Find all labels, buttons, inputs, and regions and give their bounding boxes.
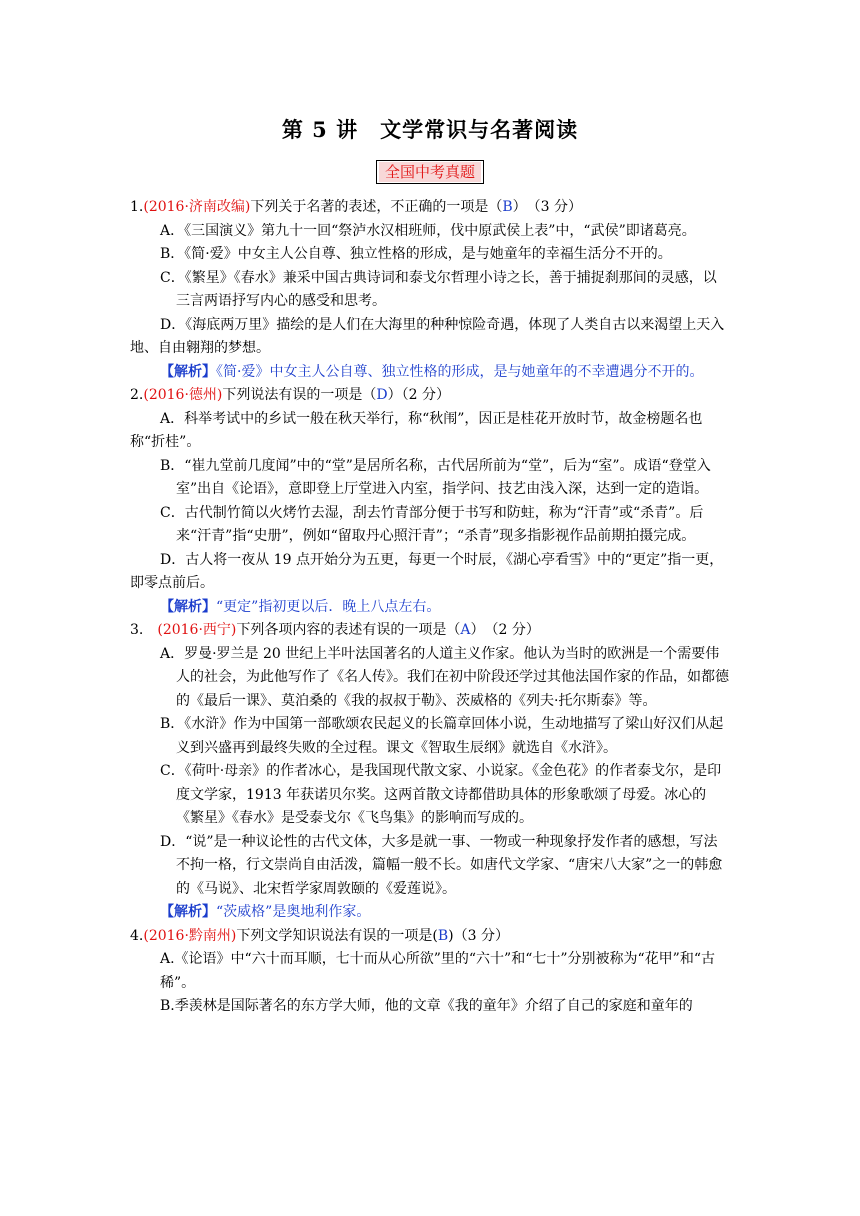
question-2 xyxy=(130,384,730,619)
answer-key: D xyxy=(376,387,388,403)
answer-key: B xyxy=(437,927,449,944)
option-c: C．《繁星》《春水》兼采中国古典诗词和泰戈尔哲理小诗之长，善于捕捉刹那间的灵感，以三言两语抒写内心的感受和思考。 xyxy=(160,269,717,309)
question-points: ） （3 分） xyxy=(512,199,583,215)
question-source: (2016·德州) xyxy=(143,387,223,403)
option-a: A.《论语》中“六十而耳顺，七十而从心所欲”里的“六十”和“七十”分别被称为“花甲”和“古稀”。 xyxy=(160,951,715,991)
option-c: C．古代制竹简以火烤竹去湿，刮去竹青部分便于书写和防蛀，称为“汗青”或“杀青”。后来“汗青”指“史册”，例如“留取丹心照汗青”；“杀青”现多指影视作品前期拍摄完成。 xyxy=(160,504,704,544)
question-number: 4. xyxy=(130,927,144,944)
question-stem xyxy=(130,925,730,949)
question-text: 下列说法有误的一项是（ xyxy=(222,387,377,403)
answer-key: B xyxy=(502,199,513,215)
analysis-label: 【解析】 xyxy=(160,904,216,920)
question-points: )（3 分） xyxy=(448,927,509,944)
option-c: C．《荷叶·母亲》的作者冰心，是我国现代散文家、小说家。《金色花》的作者泰戈尔，是印度文学家，1913 年获诺贝尔奖。这两首散文诗都借助具体的形象歌颂了母爱。冰心的《繁星》《春水》是受泰戈尔《飞鸟集》的影响而写成的。 xyxy=(160,763,722,826)
option-d: D．古人将一夜从 19 点开始分为五更，每更一个时辰，《湖心亭看雪》中的“更定”指一更，即零点前后。 xyxy=(130,551,724,591)
section-heading-box xyxy=(376,160,484,184)
question-number: 3. xyxy=(130,622,144,638)
analysis-text: 《简·爱》中女主人公自尊、独立性格的形成，是与她童年的不幸遭遇分不开的。 xyxy=(216,363,704,380)
option-d: D．“说”是一种议论性的古代文体，大多是就一事、一物或一种现象抒发作者的感想，写法不拘一格，行文崇尚自由活泼，篇幅一般不长。如唐代文学家、“唐宋八大家”之一的韩愈的《马说》、北宋哲学家周敦颐的《爱莲说》。 xyxy=(160,833,723,897)
option-a: A．科举考试中的乡试一般在秋天举行，称“秋闱”，因正是桂花开放时节，故金榜题名也称“折桂”。 xyxy=(130,410,703,450)
option-b: B.季羡林是国际著名的东方学大师，他的文章《我的童年》介绍了自己的家庭和童年的 xyxy=(160,998,693,1014)
analysis-text: “茨威格”是奥地利作家。 xyxy=(216,904,371,920)
question-source: (2016·西宁) xyxy=(157,622,237,638)
option-a: A．罗曼·罗兰是 20 世纪上半叶法国著名的人道主义作家。他认为当时的欧洲是一个需要伟人的社会，为此他写作了《名人传》。我们在初中阶段还学过其他法国作家的作品，如都德的《最后一课》、莫泊桑的《我的叔叔于勒》、茨威格的《列夫·托尔斯泰》等。 xyxy=(160,645,729,709)
question-points: ） （2 分） xyxy=(470,622,540,638)
analysis-text: “更定”指初更以后．晚上八点左右。 xyxy=(216,598,441,615)
analysis xyxy=(130,361,730,385)
question-text: 下列文学知识说法有误的一项是( xyxy=(236,927,438,944)
question-stem xyxy=(130,384,730,408)
question-stem xyxy=(130,619,730,643)
question-text: 下列关于名著的表述，不正确的一项是（ xyxy=(250,199,503,215)
question-list xyxy=(130,196,730,1019)
question-number: 1. xyxy=(130,199,144,215)
question-text: 下列各项内容的表述有误的一项是（ xyxy=(236,622,461,638)
question-number: 2. xyxy=(130,387,144,403)
option-b: B．《简·爱》中女主人公自尊、独立性格的形成，是与她童年的幸福生活分不开的。 xyxy=(160,246,672,262)
analysis xyxy=(130,596,730,620)
question-source: (2016·黔南州) xyxy=(143,927,237,944)
option-a: A．《三国演义》第九十一回“祭泸水汉相班师，伐中原武侯上表”中，“武侯”即诸葛亮。 xyxy=(160,222,696,239)
question-stem xyxy=(130,196,730,220)
analysis-label: 【解析】 xyxy=(160,598,216,615)
option-d: D．《海底两万里》描绘的是人们在大海里的种种惊险奇遇，体现了人类自古以来渴望上天入地、自由翱翔的梦想。 xyxy=(130,316,725,356)
question-3 xyxy=(130,619,730,925)
answer-key: A xyxy=(460,622,471,638)
question-4 xyxy=(130,925,730,1019)
page-title: 第 5 讲 文学常识与名著阅读 xyxy=(281,117,579,142)
question-1 xyxy=(130,196,730,384)
option-b: B．“崔九堂前几度闻”中的“堂”是居所名称，古代居所前为“堂”，后为“室”。成语“登堂入室”出自《论语》，意即登上厅堂进入内室，指学问、技艺由浅入深，达到一定的造诣。 xyxy=(160,457,711,497)
question-points: ）（2 分） xyxy=(387,387,450,403)
option-b: B．《水浒》作为中国第一部歌颂农民起义的长篇章回体小说，生动地描写了梁山好汉们从起义到兴盛再到最终失败的全过程。课文《智取生辰纲》就选自《水浒》。 xyxy=(160,716,724,756)
analysis-label: 【解析】 xyxy=(160,363,216,380)
analysis xyxy=(130,901,730,925)
question-source: (2016·济南改编) xyxy=(143,199,251,215)
section-heading: 全国中考真题 xyxy=(379,162,481,182)
